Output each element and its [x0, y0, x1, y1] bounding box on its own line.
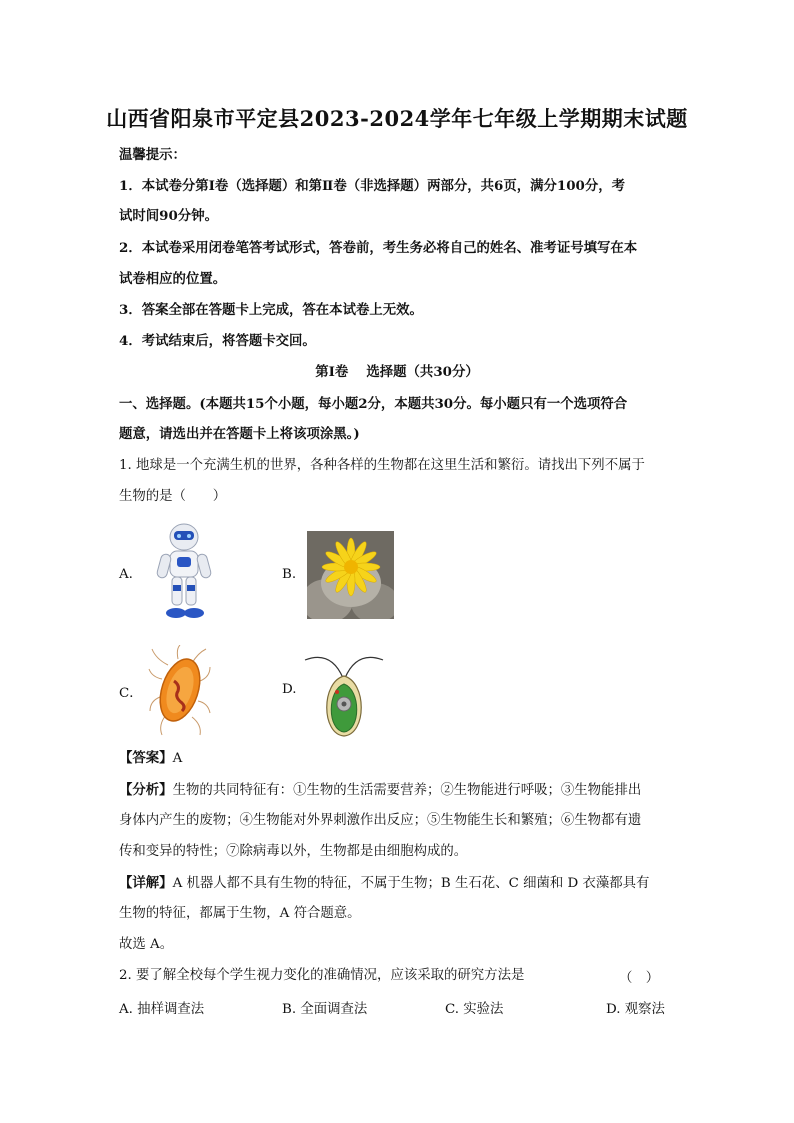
analysis-tag: 【分析】	[119, 782, 173, 798]
exam-title: 山西省阳泉市平定县2023-2024学年七年级上学期期末试题	[106, 106, 688, 131]
detail-text: 生物的特征，都属于生物，A 符合题意。	[119, 906, 361, 921]
question-1-stem: 1. 地球是一个充满生机的世界，各种各样的生物都在这里生活和繁衍。请找出下列不属于	[119, 458, 645, 473]
section-heading: 第Ⅰ卷 选择题（共30分）	[315, 364, 479, 380]
q2-option-b: B. 全面调查法	[282, 1002, 368, 1017]
part-heading: 题意，请选出并在答题卡上将该项涂黑。)	[119, 426, 360, 442]
analysis-text: 传和变异的特性；⑦除病毒以外，生物都是由细胞构成的。	[119, 844, 468, 859]
question-2-stem: 2. 要了解全校每个学生视力变化的准确情况，应该采取的研究方法是	[119, 968, 525, 983]
tip-line: 4．考试结束后，将答题卡交回。	[119, 333, 316, 349]
detail-tag: 【详解】	[119, 875, 173, 891]
tip-line: 试卷相应的位置。	[119, 271, 227, 287]
tips-heading: 温馨提示：	[119, 147, 186, 163]
option-a-label: A.	[119, 567, 133, 582]
robot-image	[152, 521, 216, 623]
q2-option-c: C. 实验法	[445, 1002, 504, 1017]
analysis-text: 身体内产生的废物；④生物能对外界刺激作出反应；⑤生物能生长和繁殖；⑥生物都有遗	[119, 813, 642, 828]
tip-line: 1．本试卷分第Ⅰ卷（选择题）和第Ⅱ卷（非选择题）两部分，共6页，满分100分，考	[119, 178, 626, 194]
q2-option-a: A. 抽样调查法	[119, 1002, 205, 1017]
analysis-text: 生物的共同特征有：①生物的生活需要营养；②生物能进行呼吸；③生物能排出	[172, 783, 642, 798]
lithops-flower-image	[307, 531, 394, 619]
q2-option-d: D. 观察法	[606, 1002, 665, 1017]
question-1-stem: 生物的是（ ）	[119, 489, 227, 504]
answer-value: A	[172, 751, 183, 766]
bacterium-image	[148, 645, 212, 737]
conclusion-text: 故选 A。	[119, 937, 174, 952]
answer-line	[119, 749, 182, 768]
question-2-blank: （ ）	[619, 971, 660, 986]
tip-line: 3．答案全部在答题卡上完成，答在本试卷上无效。	[119, 302, 423, 318]
chlamydomonas-image	[303, 648, 385, 738]
tip-line: 2．本试卷采用闭卷笔答考试形式，答卷前，考生务必将自己的姓名、准考证号填写在本	[119, 240, 638, 256]
detail-line	[119, 874, 649, 893]
tip-line: 试时间90分钟。	[119, 208, 218, 224]
analysis-line	[119, 781, 641, 800]
answer-tag: 【答案】	[119, 750, 173, 766]
option-c-label: C．	[119, 686, 143, 701]
option-d-label: D.	[282, 682, 297, 697]
detail-text: A 机器人都不具有生物的特征，不属于生物；B 生石花、C 细菌和 D 衣藻都具有	[172, 876, 650, 891]
option-b-label: B.	[282, 567, 297, 582]
part-heading: 一、选择题。(本题共15个小题，每小题2分，本题共30分。每小题只有一个选项符合	[119, 396, 628, 412]
